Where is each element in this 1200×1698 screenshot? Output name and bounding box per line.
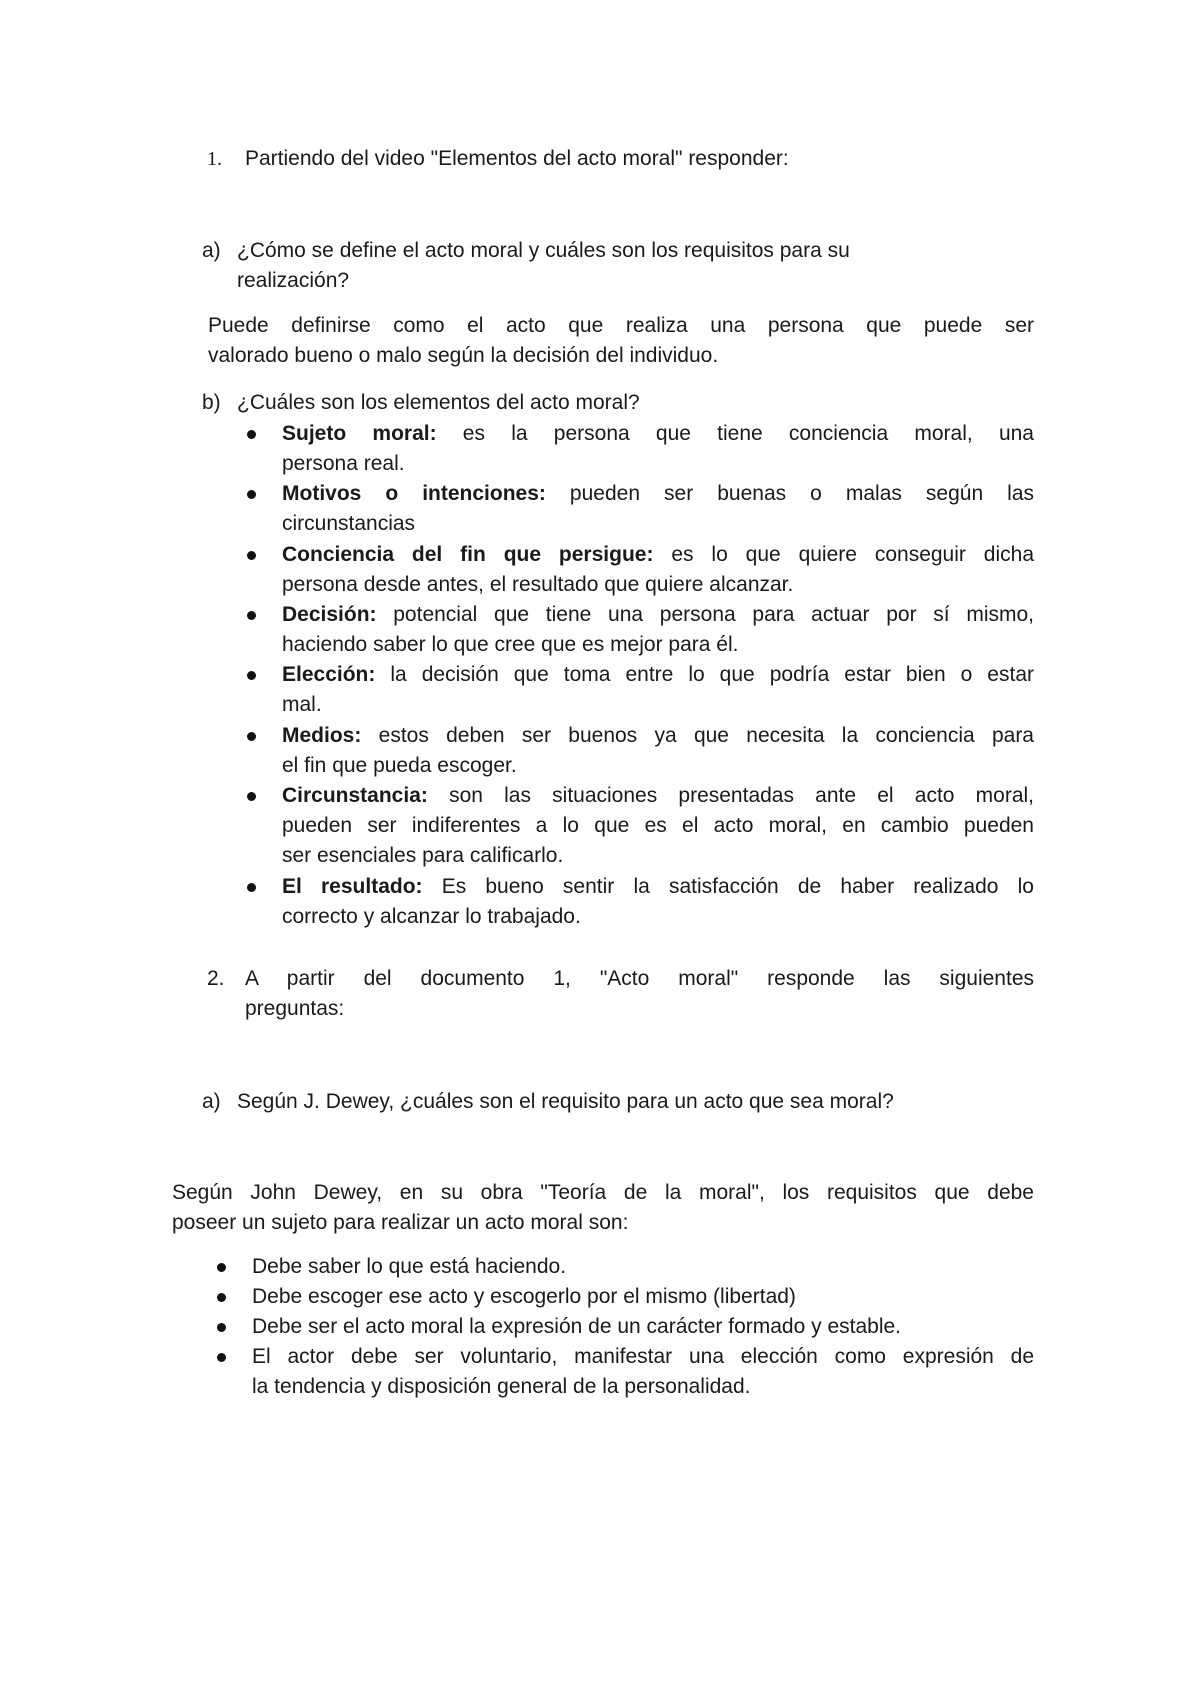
dewey-line2: poseer un sujeto para realizar un acto moral son: bbox=[172, 1211, 629, 1234]
element-term: Circunstancia: bbox=[282, 784, 428, 807]
element-desc: Es bueno sentir la satisfacción de haber realizado lo bbox=[422, 875, 1034, 898]
bullet-icon bbox=[247, 671, 256, 680]
answer-a-line2: valorado bueno o malo según la decisión del individuo. bbox=[208, 344, 719, 367]
element-medios-line1 bbox=[282, 721, 1034, 751]
element-eleccion-line2: mal. bbox=[282, 693, 322, 716]
element-term: Decisión: bbox=[282, 603, 377, 626]
q2-number: 2. bbox=[207, 967, 225, 990]
qa-marker: a) bbox=[202, 239, 221, 262]
q2a-text: Según J. Dewey, ¿cuáles son el requisito para un acto que sea moral? bbox=[237, 1090, 894, 1113]
element-motivos-line2: circunstancias bbox=[282, 512, 416, 535]
element-desc: es la persona que tiene conciencia moral, una bbox=[436, 422, 1034, 445]
qb-marker: b) bbox=[202, 391, 221, 414]
element-term: Sujeto moral: bbox=[282, 422, 437, 445]
element-resultado-line2: correcto y alcanzar lo trabajado. bbox=[282, 905, 581, 928]
bullet-icon bbox=[247, 490, 256, 499]
bullet-icon bbox=[247, 430, 256, 439]
bullet-icon bbox=[247, 792, 256, 801]
requirement-item: Debe ser el acto moral la expresión de un carácter formado y estable. bbox=[252, 1315, 902, 1338]
dewey-line1: Según John Dewey, en su obra "Teoría de la moral", los requisitos que debe bbox=[172, 1181, 1034, 1204]
element-circunstancia-line3: ser esenciales para calificarlo. bbox=[282, 844, 564, 867]
element-circunstancia-line1 bbox=[282, 781, 1034, 811]
q2-text-line1: A partir del documento 1, "Acto moral" responde las siguientes bbox=[245, 967, 1034, 990]
requirement-item-line2: la tendencia y disposición general de la personalidad. bbox=[252, 1375, 751, 1398]
requirement-item: Debe saber lo que está haciendo. bbox=[252, 1255, 567, 1278]
q1-number: 1. bbox=[207, 148, 222, 170]
bullet-icon bbox=[217, 1323, 226, 1332]
element-circunstancia-line2: pueden ser indiferentes a lo que es el acto moral, en cambio pueden bbox=[282, 814, 1034, 837]
element-conciencia-line1 bbox=[282, 540, 1034, 570]
bullet-icon bbox=[247, 551, 256, 560]
element-desc: la decisión que toma entre lo que podría estar bien o estar bbox=[375, 663, 1034, 686]
requirement-item: Debe escoger ese acto y escogerlo por el mismo (libertad) bbox=[252, 1285, 796, 1308]
element-decision-line2: haciendo saber lo que cree que es mejor para él. bbox=[282, 633, 739, 656]
element-sujeto-line1 bbox=[282, 419, 1034, 449]
element-desc: son las situaciones presentadas ante el acto moral, bbox=[427, 784, 1034, 807]
element-medios-line2: el fin que pueda escoger. bbox=[282, 754, 517, 777]
element-eleccion-line1 bbox=[282, 660, 1034, 690]
element-term: Medios: bbox=[282, 724, 362, 747]
element-sujeto-line2: persona real. bbox=[282, 452, 405, 475]
element-motivos-line1 bbox=[282, 479, 1034, 509]
answer-a-line1: Puede definirse como el acto que realiza una persona que puede ser bbox=[208, 314, 1034, 337]
bullet-icon bbox=[247, 611, 256, 620]
q1-text: Partiendo del video "Elementos del acto moral" responder: bbox=[245, 147, 789, 170]
element-resultado-line1 bbox=[282, 872, 1034, 902]
element-term: El resultado: bbox=[282, 875, 423, 898]
q2-text-line2: preguntas: bbox=[245, 997, 345, 1020]
element-term: Elección: bbox=[282, 663, 376, 686]
element-term: Conciencia del fin que persigue: bbox=[282, 543, 654, 566]
element-term: Motivos o intenciones: bbox=[282, 482, 546, 505]
q2a-marker: a) bbox=[202, 1090, 221, 1113]
element-desc: estos deben ser buenos ya que necesita la conciencia para bbox=[361, 724, 1034, 747]
bullet-icon bbox=[217, 1293, 226, 1302]
qb-text: ¿Cuáles son los elementos del acto moral? bbox=[237, 391, 640, 414]
element-desc: pueden ser buenas o malas según las bbox=[545, 482, 1034, 505]
element-desc: potencial que tiene una persona para actuar por sí mismo, bbox=[376, 603, 1034, 626]
qa-text-line1: ¿Cómo se define el acto moral y cuáles son los requisitos para su bbox=[237, 239, 850, 262]
requirement-item-line1: El actor debe ser voluntario, manifestar una elección como expresión de bbox=[252, 1345, 1034, 1368]
element-desc: es lo que quiere conseguir dicha bbox=[653, 543, 1034, 566]
bullet-icon bbox=[217, 1263, 226, 1272]
bullet-icon bbox=[247, 883, 256, 892]
element-decision-line1 bbox=[282, 600, 1034, 630]
qa-text-line2: realización? bbox=[237, 269, 350, 292]
bullet-icon bbox=[247, 732, 256, 741]
element-conciencia-line2: persona desde antes, el resultado que quiere alcanzar. bbox=[282, 573, 794, 596]
bullet-icon bbox=[217, 1353, 226, 1362]
